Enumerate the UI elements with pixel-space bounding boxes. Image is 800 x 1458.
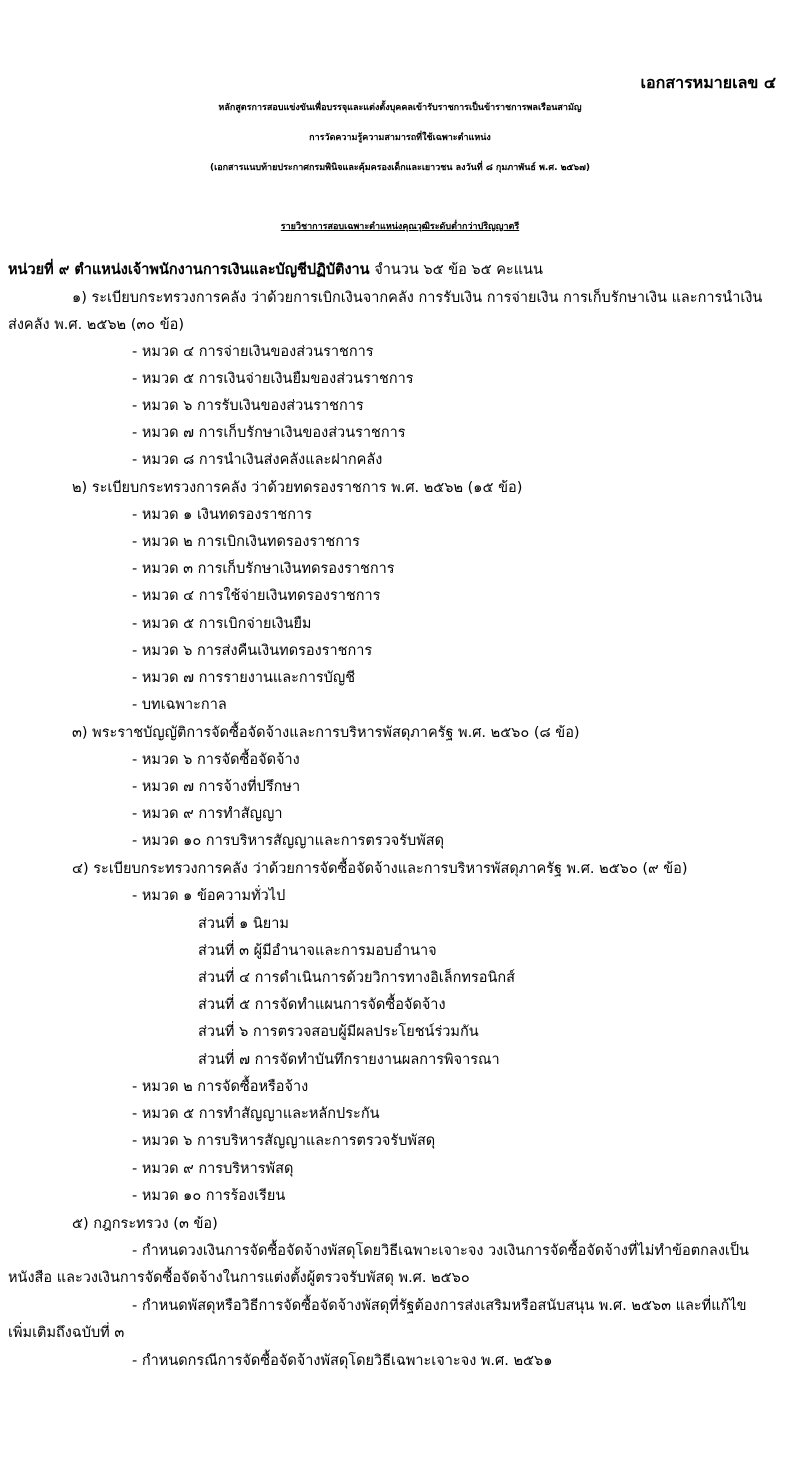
topic-2-line-1: ๒) ระเบียบกระทรวงการคลัง ว่าด้วยทดรองราชการ พ.ศ. ๒๕๖๒ (๑๕ ข้อ) [72, 480, 523, 496]
topic-1-line-1: ๑) ระเบียบกระทรวงการคลัง ว่าด้วยการเบิกเงินจากคลัง การรับเงิน การจ่ายเงิน การเก็บรักษาเงิน และการนำเงิน [72, 290, 763, 306]
topic-3-item: - หมวด ๑๐ การบริหารสัญญาและการตรวจรับพัสดุ [132, 833, 445, 849]
section-title: รายวิชาการสอบเฉพาะตำแหน่งคุณวุฒิระดับต่ำกว่าปริญญาตรี [280, 222, 520, 232]
topic-2-item: - บทเฉพาะกาล [132, 697, 227, 713]
topic-5-item-1-line-1: - กำหนดวงเงินการจัดซื้อจัดจ้างพัสดุโดยวิธีเฉพาะเจาะจง วงเงินการจัดซื้อจัดจ้างที่ไม่ทำข้อตกลงเป็น [132, 1243, 749, 1259]
topic-4-subpart: ส่วนที่ ๕ การจัดทำแผนการจัดซื้อจัดจ้าง [198, 997, 446, 1013]
topic-4-item: - หมวด ๑ ข้อความทั่วไป [132, 888, 286, 904]
topic-4-subpart: ส่วนที่ ๑ นิยาม [198, 916, 289, 932]
title-line-1: หลักสูตรการสอบแข่งขันเพื่อบรรจุและแต่งตั้งบุคคลเข้ารับราชการเป็นข้าราชการพลเรือนสามัญ [218, 103, 582, 113]
topic-2-item: - หมวด ๓ การเก็บรักษาเงินทดรองราชการ [132, 561, 395, 577]
topic-1-item: - หมวด ๕ การเงินจ่ายเงินยืมของส่วนราชการ [132, 371, 414, 387]
topic-3-item: - หมวด ๗ การจ้างที่ปรึกษา [132, 779, 301, 795]
topic-2-item: - หมวด ๗ การรายงานและการบัญชี [132, 670, 356, 686]
document-number: เอกสารหมายเลข ๔ [640, 73, 776, 92]
topic-2-item: - หมวด ๔ การใช้จ่ายเงินทดรองราชการ [132, 588, 381, 604]
topic-4-subpart: ส่วนที่ ๗ การจัดทำบันทึกรายงานผลการพิจารณา [198, 1052, 500, 1068]
topic-1-line-2: ส่งคลัง พ.ศ. ๒๕๖๒ (๓๐ ข้อ) [8, 317, 185, 333]
topic-5-item-1-line-2: หนังสือ และวงเงินการจัดซื้อจัดจ้างในการแต่งตั้งผู้ตรวจรับพัสดุ พ.ศ. ๒๕๖๐ [8, 1270, 470, 1286]
topic-2-item: - หมวด ๒ การเบิกเงินทดรองราชการ [132, 534, 360, 550]
topic-4-subpart: ส่วนที่ ๔ การดำเนินการด้วยวิการทางอิเล็กทรอนิกส์ [198, 970, 516, 986]
topic-2-item: - หมวด ๕ การเบิกจ่ายเงินยืม [132, 616, 312, 632]
topic-4-subpart: ส่วนที่ ๓ ผู้มีอำนาจและการมอบอำนาจ [198, 943, 437, 959]
topic-4-item: - หมวด ๙ การบริหารพัสดุ [132, 1161, 294, 1177]
topic-4-line-1: ๔) ระเบียบกระทรวงการคลัง ว่าด้วยการจัดซื้อจัดจ้างและการบริหารพัสดุภาครัฐ พ.ศ. ๒๕๖๐ (๙ ข้อ) [72, 861, 688, 877]
topic-1-item: - หมวด ๔ การจ่ายเงินของส่วนราชการ [132, 344, 374, 360]
topic-3-line-1: ๓) พระราชบัญญัติการจัดซื้อจัดจ้างและการบริหารพัสดุภาครัฐ พ.ศ. ๒๕๖๐ (๘ ข้อ) [72, 725, 580, 741]
topic-1-item: - หมวด ๘ การนำเงินส่งคลังและฝากคลัง [132, 452, 383, 468]
topic-4-item: - หมวด ๑๐ การร้องเรียน [132, 1188, 286, 1204]
topic-4-item: - หมวด ๖ การบริหารสัญญาและการตรวจรับพัสดุ [132, 1133, 436, 1149]
topic-1-item: - หมวด ๗ การเก็บรักษาเงินของส่วนราชการ [132, 425, 406, 441]
topic-4-item: - หมวด ๕ การทำสัญญาและหลักประกัน [132, 1106, 380, 1122]
unit-count: จำนวน ๖๕ ข้อ ๖๕ คะแนน [374, 262, 543, 278]
topic-5-item-3: - กำหนดกรณีการจัดซื้อจัดจ้างพัสดุโดยวิธีเฉพาะเจาะจง พ.ศ. ๒๕๖๑ [132, 1353, 553, 1369]
topic-5-item-2-line-1: - กำหนดพัสดุหรือวิธีการจัดซื้อจัดจ้างพัสดุที่รัฐต้องการส่งเสริมหรือสนับสนุน พ.ศ. ๒๕๖๓ และที่แก้ไข [132, 1298, 747, 1314]
title-line-2: การวัดความรู้ความสามารถที่ใช้เฉพาะตำแหน่ง [309, 133, 491, 143]
topic-2-item: - หมวด ๑ เงินทดรองราชการ [132, 507, 312, 523]
unit-label: หน่วยที่ ๙ ตำแหน่งเจ้าพนักงานการเงินและบัญชีปฏิบัติงาน [8, 262, 370, 278]
topic-3-item: - หมวด ๖ การจัดซื้อจัดจ้าง [132, 752, 300, 768]
title-line-3: (เอกสารแนบท้ายประกาศกรมพินิจและคุ้มครองเด็กและเยาวชน ลงวันที่ ๘ กุมภาพันธ์ พ.ศ. ๒๕๖๗) [210, 163, 590, 173]
topic-5-item-2-line-2: เพิ่มเติมถึงฉบับที่ ๓ [8, 1325, 125, 1341]
topic-5-line-1: ๕) กฎกระทรวง (๓ ข้อ) [72, 1216, 218, 1232]
topic-2-item: - หมวด ๖ การส่งคืนเงินทดรองราชการ [132, 643, 373, 659]
unit-heading [8, 262, 543, 279]
topic-1-item: - หมวด ๖ การรับเงินของส่วนราชการ [132, 398, 364, 414]
topic-4-subpart: ส่วนที่ ๖ การตรวจสอบผู้มีผลประโยชน์ร่วมกัน [198, 1024, 479, 1040]
topic-4-item: - หมวด ๒ การจัดซื้อหรือจ้าง [132, 1079, 309, 1095]
topic-3-item: - หมวด ๙ การทำสัญญา [132, 806, 283, 822]
